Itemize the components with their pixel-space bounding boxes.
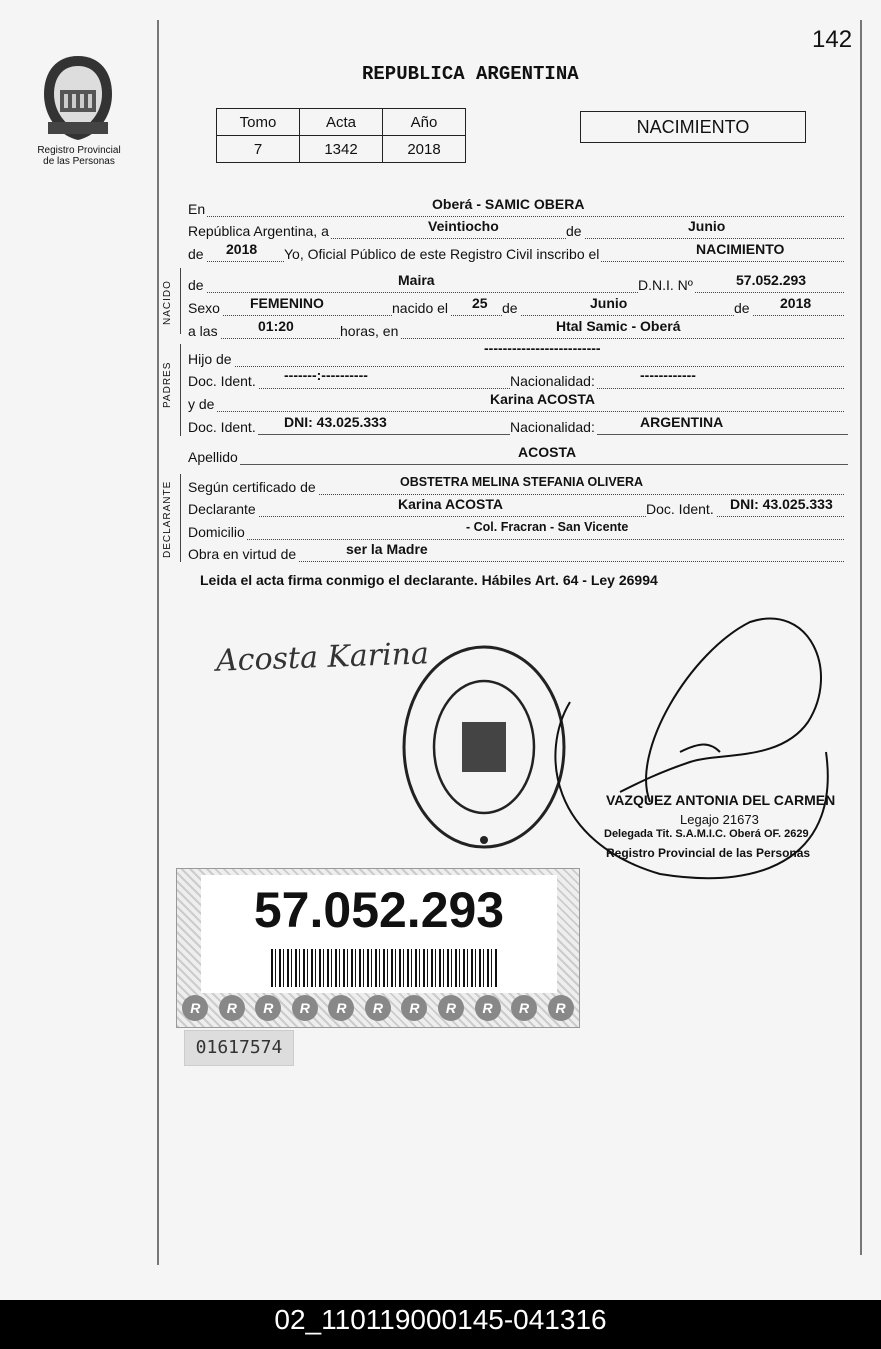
value-en: Oberá - SAMIC OBERA [432, 196, 585, 212]
r-mark-icon: R [365, 995, 391, 1021]
logo-caption [22, 145, 136, 167]
value-nac-padre: ------------ [640, 367, 696, 383]
registry-header-acta: Acta [300, 109, 383, 136]
line-certificado [188, 476, 844, 495]
r-mark-icon: R [401, 995, 427, 1021]
value-nombre: Maira [398, 272, 435, 288]
line-domicilio [188, 521, 844, 540]
registry-value-anio: 2018 [383, 136, 466, 163]
value-hora: 01:20 [258, 318, 294, 334]
line-inscribo [188, 243, 844, 262]
closing-statement: Leida el acta firma conmigo el declarante. Hábiles Art. 64 - Ley 26994 [200, 572, 658, 588]
registry-header-tomo: Tomo [217, 109, 300, 136]
nacido-section-label: NACIDO [162, 280, 173, 325]
value-nac-madre: ARGENTINA [640, 414, 724, 430]
value-dni-nacido: 57.052.293 [736, 272, 807, 288]
label-en: En [188, 201, 206, 217]
r-mark-icon: R [328, 995, 354, 1021]
official-cargo: Delegada Tit. S.A.M.I.C. Oberá OF. 2629 [604, 828, 809, 840]
label-de-anio-nac: de [734, 300, 750, 316]
coat-of-arms-icon [38, 52, 118, 144]
line-obra [188, 543, 844, 562]
page-number: 142 [812, 26, 853, 53]
value-padre: ------------------------- [484, 340, 601, 356]
serial-number: 01617574 [184, 1030, 294, 1066]
padres-bracket [180, 344, 181, 436]
line-republica [188, 220, 844, 239]
security-pattern [177, 995, 579, 1021]
right-margin-line [860, 20, 862, 1255]
label-doc-declarante: Doc. Ident. [646, 501, 714, 517]
value-doc-declarante: DNI: 43.025.333 [730, 496, 833, 512]
seal-emblem-icon [462, 722, 506, 772]
value-doc-padre: -------:---------- [284, 367, 368, 383]
declarante-signature: Acosta Karina [215, 636, 430, 679]
value-mes-nac: Junio [590, 295, 628, 311]
nacido-bracket [180, 268, 181, 334]
value-lugar: Htal Samic - Oberá [556, 318, 681, 334]
left-margin-line [157, 20, 159, 1265]
value-madre: Karina ACOSTA [490, 391, 596, 407]
label-y-de: y de [188, 396, 215, 412]
value-anio-nac: 2018 [780, 295, 812, 311]
r-mark-icon: R [292, 995, 318, 1021]
value-declarante: Karina ACOSTA [398, 496, 504, 512]
label-hijo-de: Hijo de [188, 351, 232, 367]
registry-header-anio: Año [383, 109, 466, 136]
r-mark-icon: R [511, 995, 537, 1021]
declarante-bracket [180, 474, 181, 562]
id-number: 57.052.293 [253, 882, 505, 938]
line-y-de [188, 393, 844, 412]
value-doc-madre: DNI: 43.025.333 [284, 414, 387, 430]
label-declarante: Declarante [188, 501, 256, 517]
label-de-nombre: de [188, 277, 204, 293]
r-mark-icon: R [475, 995, 501, 1021]
line-declarante [188, 498, 844, 517]
declarante-section-label: DECLARANTE [162, 480, 173, 558]
official-signature [540, 612, 840, 882]
label-horas-en: horas, en [340, 323, 399, 339]
label-republica: República Argentina, a [188, 223, 329, 239]
official-name: VAZQUEZ ANTONIA DEL CARMEN [606, 792, 836, 808]
line-apellido [188, 446, 848, 465]
line-sexo [188, 297, 844, 316]
label-a-las: a las [188, 323, 218, 339]
line-doc-padre [188, 367, 844, 389]
id-number-label [176, 868, 580, 1028]
line-hora [188, 320, 844, 339]
r-mark-icon: R [255, 995, 281, 1021]
value-obra: ser la Madre [346, 541, 428, 557]
label-doc-padre: Doc. Ident. [188, 373, 256, 389]
label-nac-padre: Nacionalidad: [510, 373, 595, 389]
line-doc-madre [188, 416, 848, 435]
value-inscribo: NACIMIENTO [696, 241, 785, 257]
registry-value-tomo: 7 [217, 136, 300, 163]
label-doc-madre: Doc. Ident. [188, 419, 256, 435]
line-en [188, 198, 844, 217]
value-dia-nac: 25 [472, 295, 488, 311]
label-sexo: Sexo [188, 300, 220, 316]
registry-value-acta: 1342 [300, 136, 383, 163]
value-certificado: OBSTETRA MELINA STEFANIA OLIVERA [400, 475, 644, 489]
label-texto: Yo, Oficial Público de este Registro Civil inscribo el [284, 246, 600, 262]
value-sexo: FEMENINO [250, 295, 324, 311]
official-registro: Registro Provincial de las Personas [606, 846, 811, 860]
padres-section-label: PADRES [162, 361, 173, 408]
footer-code: 02_110119000145-041316 [0, 1300, 881, 1349]
label-nacido-el: nacido el [392, 300, 449, 316]
line-nombre [188, 274, 844, 293]
value-apellido: ACOSTA [518, 444, 577, 460]
r-mark-icon: R [219, 995, 245, 1021]
logo-caption-line1: Registro Provincial [37, 145, 121, 156]
label-de-mes: de [566, 223, 582, 239]
label-apellido: Apellido [188, 449, 238, 465]
official-legajo: Legajo 21673 [680, 812, 759, 827]
value-mes: Junio [688, 218, 726, 234]
logo-caption-line2: de las Personas [43, 156, 115, 167]
r-mark-icon: R [548, 995, 574, 1021]
label-de-anio: de [188, 246, 204, 262]
barcode-icon [271, 949, 497, 987]
r-mark-icon: R [438, 995, 464, 1021]
label-certificado: Según certificado de [188, 479, 316, 495]
label-de-mes-nac: de [502, 300, 518, 316]
act-type-box: NACIMIENTO [580, 111, 806, 143]
value-domicilio: - Col. Fracran - San Vicente [466, 520, 629, 534]
registry-table [216, 108, 466, 163]
document-title: REPUBLICA ARGENTINA [362, 63, 579, 85]
province-logo [38, 52, 118, 144]
value-anio: 2018 [226, 241, 258, 257]
label-obra: Obra en virtud de [188, 546, 297, 562]
line-hijo-de [188, 340, 844, 367]
r-mark-icon: R [182, 995, 208, 1021]
label-domicilio: Domicilio [188, 524, 245, 540]
label-nac-madre: Nacionalidad: [510, 419, 595, 435]
label-dni: D.N.I. Nº [638, 277, 693, 293]
value-dia: Veintiocho [428, 218, 499, 234]
